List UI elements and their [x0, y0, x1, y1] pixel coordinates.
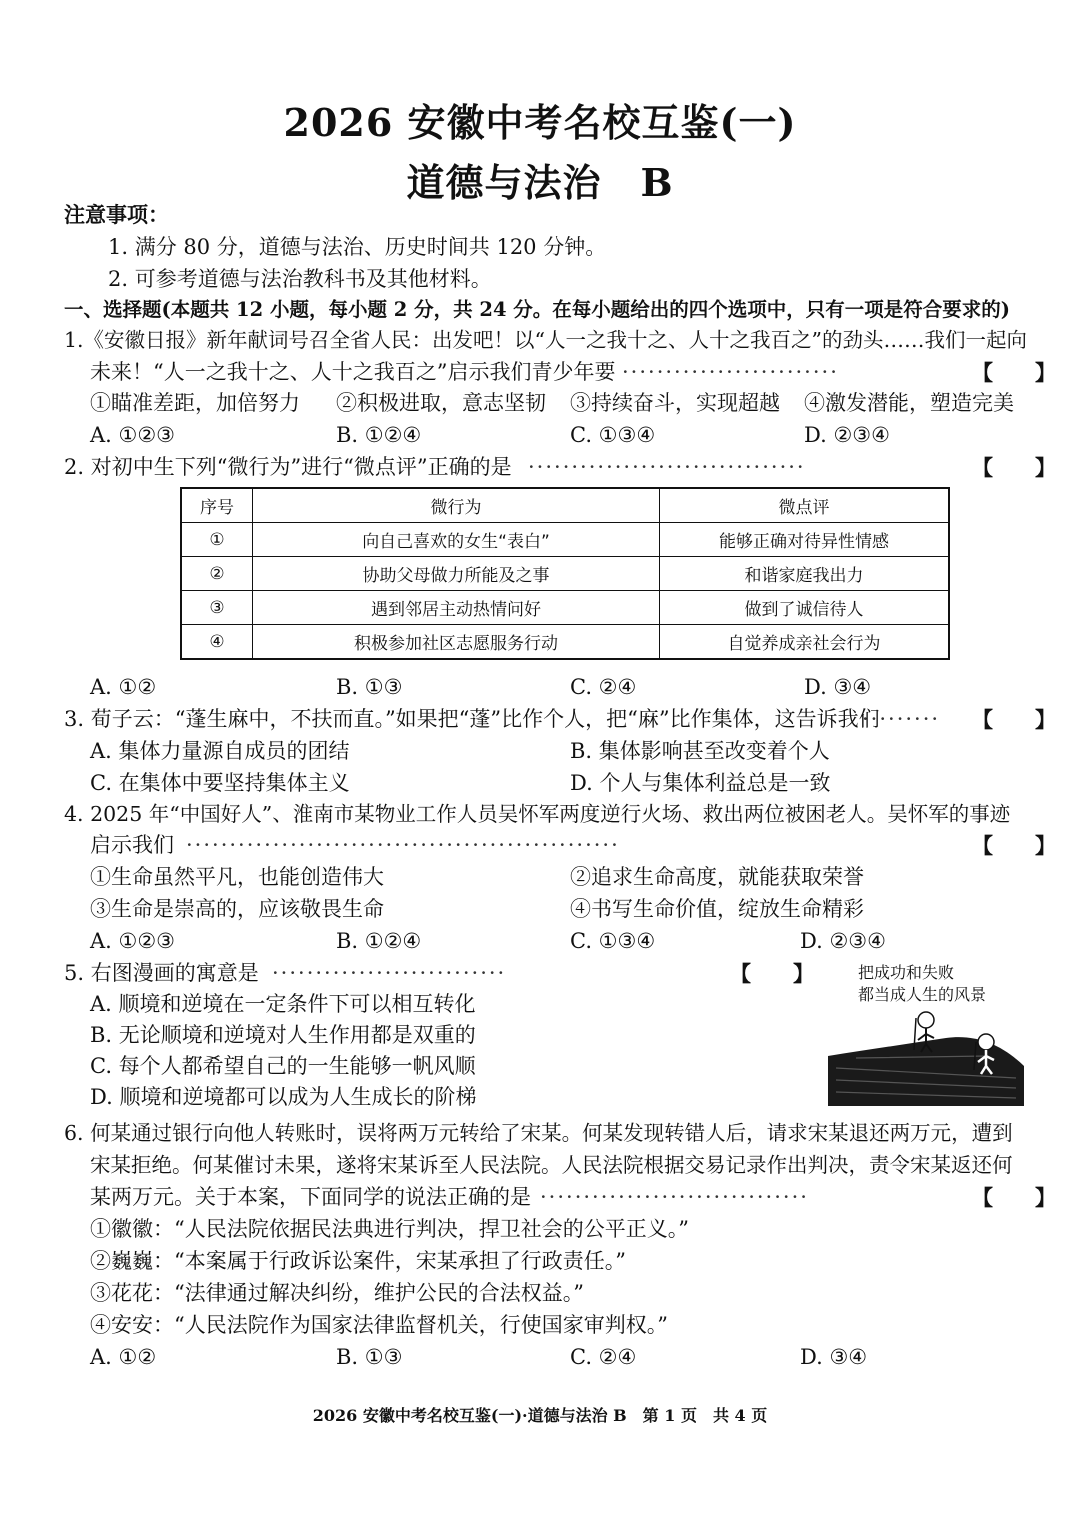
- q4-stem: 4. 2025 年“中国好人”、淮南市某物业工作人员吴怀军两度逆行火场、救出两位被困老人。吴怀军的事迹: [64, 802, 1011, 826]
- q2-option: B. ①③: [336, 675, 403, 699]
- q6-statement: ②巍巍：“本案属于行政诉讼案件，宋某承担了行政责任。”: [90, 1249, 626, 1273]
- table-row: [181, 523, 949, 557]
- q6-statement: ①徽徽：“人民法院依据民法典进行判决，捍卫社会的公平正义。”: [90, 1217, 689, 1241]
- answer-bracket: 【 】: [972, 360, 1056, 385]
- table-cell: ③: [181, 591, 253, 625]
- q2-option: C. ②④: [570, 675, 637, 699]
- table-header: 微行为: [253, 488, 660, 523]
- q6-option: B. ①③: [336, 1345, 403, 1369]
- q4-option: D. ②③④: [800, 929, 886, 953]
- notice-heading: 注意事项：: [64, 202, 169, 227]
- q6-stem: 6. 何某通过银行向他人转账时，误将两万元转给了宋某。何某发现转错人后，请求宋某退还两万元，遭到: [64, 1121, 1013, 1145]
- q4-stem: 启示我们: [90, 833, 174, 857]
- q3-option: B. 集体影响甚至改变着个人: [570, 739, 830, 763]
- leader-dots: ·························: [622, 360, 839, 384]
- cartoon-caption: 都当成人生的风景: [858, 985, 987, 1004]
- table-cell: 和谐家庭我出力: [660, 557, 950, 591]
- q5-option: C. 每个人都希望自己的一生能够一帆风顺: [90, 1054, 476, 1078]
- q4-statement: ①生命虽然平凡，也能创造伟大: [90, 865, 384, 889]
- q6-option: C. ②④: [570, 1345, 637, 1369]
- q1-stem: 未来！“人一之我十之、人十之我百之”启示我们青少年要: [90, 360, 616, 384]
- q5-option: A. 顺境和逆境在一定条件下可以相互转化: [90, 992, 476, 1016]
- q3-option: C. 在集体中要坚持集体主义: [90, 771, 350, 795]
- leader-dots: ··················································: [186, 833, 620, 857]
- q1-statement: ③持续奋斗，实现超越: [570, 391, 780, 415]
- q3-option: A. 集体力量源自成员的团结: [90, 739, 350, 763]
- cartoon-image: [826, 1008, 1026, 1108]
- leader-dots: ···························: [272, 961, 507, 985]
- answer-bracket: 【 】: [972, 707, 1056, 732]
- table-cell: 做到了诚信待人: [660, 591, 950, 625]
- q2-option: A. ①②: [90, 675, 157, 699]
- table-cell: ④: [181, 625, 253, 660]
- exam-title: 2026 安徽中考名校互鉴(一): [283, 100, 797, 145]
- q6-stem: 宋某拒绝。何某催讨未果，遂将宋某诉至人民法院。人民法院根据交易记录作出判决，责令宋某返还何: [90, 1153, 1013, 1177]
- q4-statement: ②追求生命高度，就能获取荣誉: [570, 865, 864, 889]
- q1-statement: ①瞄准差距，加倍努力: [90, 391, 300, 415]
- section-heading: 一、选择题(本题共 12 小题，每小题 2 分，共 24 分。在每小题给出的四个选项中，只有一项是符合要求的): [64, 298, 1011, 321]
- table-cell: 遇到邻居主动热情问好: [253, 591, 660, 625]
- table-cell: 向自己喜欢的女生“表白”: [253, 523, 660, 557]
- table-row: [181, 557, 949, 591]
- leader-dots: ·········: [862, 707, 941, 731]
- table-cell: 积极参加社区志愿服务行动: [253, 625, 660, 660]
- table-row: [181, 591, 949, 625]
- table-cell: 协助父母做力所能及之事: [253, 557, 660, 591]
- subject-title: 道德与法治 B: [406, 160, 674, 205]
- q4-statement: ③生命是崇高的，应该敬畏生命: [90, 897, 384, 921]
- leader-dots: ·······························: [540, 1185, 809, 1209]
- table-cell: 能够正确对待异性情感: [660, 523, 950, 557]
- q6-statement: ④安安：“人民法院作为国家法律监督机关，行使国家审判权。”: [90, 1313, 668, 1337]
- q5-stem: 5. 右图漫画的寓意是: [64, 961, 259, 985]
- answer-bracket: 【 】: [972, 1185, 1056, 1210]
- q5-option: B. 无论顺境和逆境对人生作用都是双重的: [90, 1023, 476, 1047]
- table-header: 序号: [181, 488, 253, 523]
- table-cell: ①: [181, 523, 253, 557]
- q1-option: B. ①②④: [336, 423, 422, 447]
- q4-option: C. ①③④: [570, 929, 656, 953]
- q6-statement: ③花花：“法律通过解决纠纷，维护公民的合法权益。”: [90, 1281, 584, 1305]
- table-cell: 自觉养成亲社会行为: [660, 625, 950, 660]
- q1-option: D. ②③④: [804, 423, 890, 447]
- q1-option: C. ①③④: [570, 423, 656, 447]
- q4-statement: ④书写生命价值，绽放生命精彩: [570, 897, 864, 921]
- answer-bracket: 【 】: [972, 833, 1056, 858]
- table-row: [181, 625, 949, 660]
- table-cell: ②: [181, 557, 253, 591]
- q4-option: A. ①②③: [90, 929, 175, 953]
- q1-statement: ④激发潜能，塑造完美: [804, 391, 1014, 415]
- q6-option: A. ①②: [90, 1345, 157, 1369]
- table-header: 微点评: [660, 488, 950, 523]
- q4-option: B. ①②④: [336, 929, 422, 953]
- q1-statement: ②积极进取，意志坚韧: [336, 391, 546, 415]
- cartoon-caption: 把成功和失败: [858, 963, 955, 982]
- behavior-table: [180, 487, 950, 660]
- notice-item: 2. 可参考道德与法治教科书及其他材料。: [108, 267, 492, 291]
- page-footer: 2026 安徽中考名校互鉴(一)·道德与法治 B 第 1 页 共 4 页: [312, 1406, 768, 1425]
- q2-stem: 2. 对初中生下列“微行为”进行“微点评”正确的是: [64, 455, 512, 479]
- q2-option: D. ③④: [804, 675, 872, 699]
- q6-stem: 某两万元。关于本案，下面同学的说法正确的是: [90, 1185, 531, 1209]
- notice-item: 1. 满分 80 分，道德与法治、历史时间共 120 分钟。: [108, 235, 607, 259]
- q5-option: D. 顺境和逆境都可以成为人生成长的阶梯: [90, 1085, 477, 1109]
- answer-bracket: 【 】: [730, 961, 814, 986]
- q6-option: D. ③④: [800, 1345, 868, 1369]
- table-header-row: [181, 488, 949, 523]
- leader-dots: ································: [528, 455, 806, 479]
- q1-stem: 1.《安徽日报》新年献词号召全省人民：出发吧！以“人一之我十之、人十之我百之”的劲头……我们一起向: [64, 328, 1028, 352]
- q1-option: A. ①②③: [90, 423, 175, 447]
- q3-stem: 3. 荀子云：“蓬生麻中，不扶而直。”如果把“蓬”比作个人，把“麻”比作集体，这告诉我们: [64, 707, 880, 731]
- answer-bracket: 【 】: [972, 455, 1056, 480]
- q3-option: D. 个人与集体利益总是一致: [570, 771, 831, 795]
